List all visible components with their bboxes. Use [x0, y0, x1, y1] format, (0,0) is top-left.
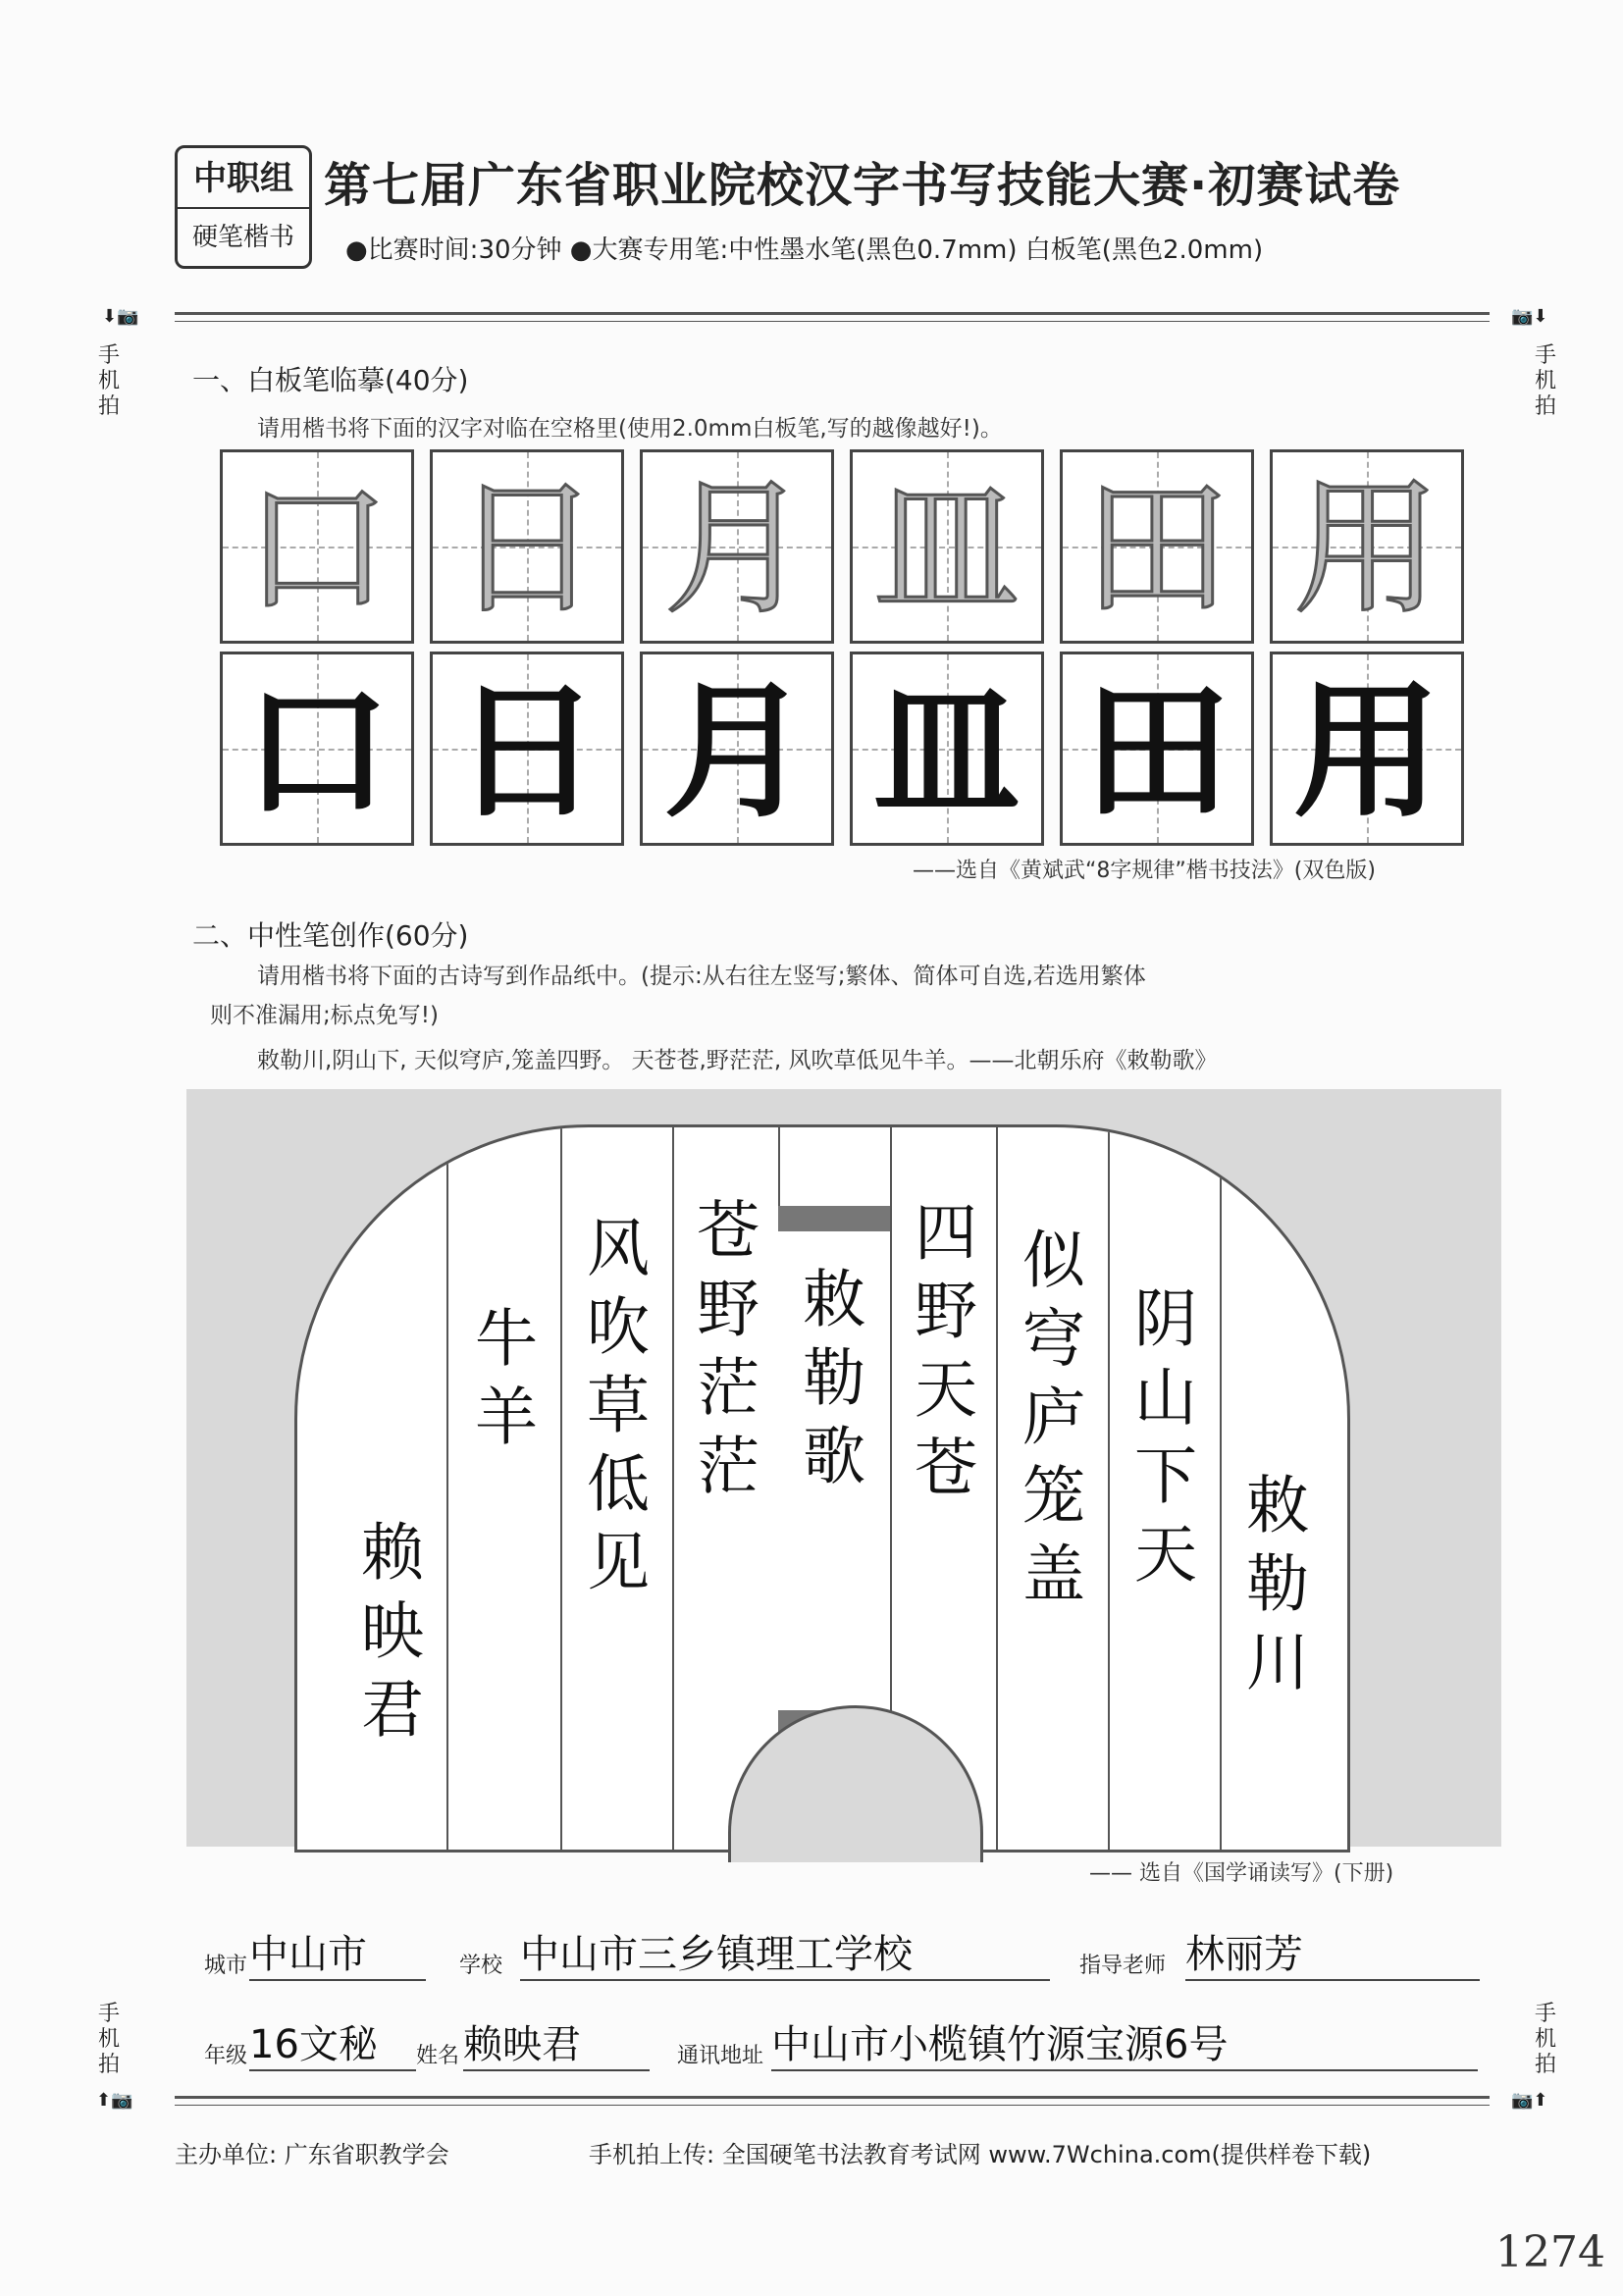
section2-citation: —— 选自《国学诵读写》(下册): [1089, 1861, 1394, 1886]
practice-char: 田: [1082, 665, 1230, 838]
grade-field[interactable]: 16文秘: [249, 2013, 416, 2071]
camera-icon: ⬆📷: [96, 2090, 133, 2111]
signature-column: 赖映君: [350, 1519, 423, 1754]
poem-column-3: 似穹庐笼盖: [1012, 1226, 1084, 1619]
group-badge: [175, 145, 312, 269]
camera-icon: 📷⬆: [1511, 2090, 1548, 2111]
side-label-right: 手机拍: [1534, 343, 1556, 419]
poem-column-4: 四野天苍: [904, 1199, 976, 1513]
name-field[interactable]: 赖映君: [463, 2013, 650, 2071]
practice-char: 日: [452, 665, 601, 838]
camera-icon: 📷⬇: [1511, 306, 1548, 327]
model-char: 田: [1082, 464, 1230, 635]
poem-column-2: 阴山下天: [1124, 1285, 1196, 1599]
column-divider: [1108, 1127, 1110, 1850]
practice-cell: [640, 652, 834, 846]
name-label: 姓名: [416, 2044, 460, 2068]
city-label: 城市: [204, 1954, 248, 1978]
poem-column-7: 牛羊: [464, 1305, 537, 1462]
side-label-right: 手机拍: [1534, 2002, 1556, 2077]
poem-title-column: 敕勒歌: [792, 1266, 864, 1501]
model-cell: [430, 449, 624, 644]
model-char: 口: [242, 464, 391, 635]
model-char: 皿: [872, 464, 1021, 635]
organizer-text: 主办单位: 广东省职教学会: [175, 2141, 449, 2168]
section2-heading: 二、中性笔创作(60分): [192, 919, 469, 952]
poem-column-1: 敕勒川: [1235, 1472, 1308, 1707]
page-number: 1274: [1495, 2227, 1605, 2277]
model-cell: [1060, 449, 1254, 644]
page-title: 第七届广东省职业院校汉字书写技能大赛·初赛试卷: [324, 158, 1401, 213]
practice-cell: [1270, 652, 1464, 846]
model-cell: [850, 449, 1044, 644]
side-label-left: 手机拍: [97, 2002, 120, 2077]
column-divider: [1220, 1127, 1222, 1850]
section1-instruction: 请用楷书将下面的汉字对临在空格里(使用2.0mm白板笔,写的越像越好!)。: [257, 416, 1003, 442]
bottom-divider: [175, 2096, 1490, 2106]
address-label: 通讯地址: [677, 2044, 764, 2068]
practice-cell: [220, 652, 414, 846]
column-divider: [996, 1127, 998, 1850]
practice-char: 月: [662, 665, 811, 838]
section1-heading: 一、白板笔临摹(40分): [192, 364, 469, 396]
practice-cell: [1060, 652, 1254, 846]
column-divider: [672, 1127, 674, 1850]
practice-cell: [850, 652, 1044, 846]
practice-cell: [430, 652, 624, 846]
upload-text: 手机拍上传: 全国硬笔书法教育考试网 www.7Wchina.com(提供样卷下载): [589, 2141, 1372, 2168]
city-field[interactable]: 中山市: [249, 1923, 426, 1981]
poem-column-5: 苍野茫茫: [686, 1197, 759, 1511]
school-field[interactable]: 中山市三乡镇理工学校: [520, 1923, 1050, 1981]
poem-text: 敕勒川,阴山下, 天似穹庐,笼盖四野。 天苍苍,野茫茫, 风吹草低见牛羊。——北朝乐府《敕勒歌》: [257, 1048, 1218, 1073]
teacher-field[interactable]: 林丽芳: [1185, 1923, 1480, 1981]
section2-instruction-line2: 则不准漏用;标点免写!): [210, 1003, 439, 1028]
poem-column-6: 风吹草低见: [576, 1215, 649, 1607]
column-divider: [446, 1127, 448, 1850]
exam-subtitle: ●比赛时间:30分钟 ●大赛专用笔:中性墨水笔(黑色0.7mm) 白板笔(黑色2.0mm): [345, 235, 1264, 265]
badge-group-label: 中职组: [178, 148, 309, 209]
practice-char: 口: [242, 665, 391, 838]
model-cell: [220, 449, 414, 644]
camera-icon: ⬇📷: [102, 306, 139, 327]
grade-label: 年级: [204, 2044, 248, 2068]
address-field[interactable]: 中山市小榄镇竹源宝源6号: [771, 2013, 1478, 2071]
top-divider: [175, 312, 1490, 322]
model-cell: [640, 449, 834, 644]
teacher-label: 指导老师: [1079, 1954, 1167, 1978]
practice-char: 用: [1292, 665, 1440, 838]
section2-instruction-line1: 请用楷书将下面的古诗写到作品纸中。(提示:从右往左竖写;繁体、简体可自选,若选用繁体: [257, 964, 1146, 989]
side-label-left: 手机拍: [97, 343, 120, 419]
model-char: 日: [452, 464, 601, 635]
model-cell: [1270, 449, 1464, 644]
model-char: 用: [1292, 464, 1440, 635]
section1-citation: ——选自《黄斌武“8字规律”楷书技法》(双色版): [913, 859, 1376, 883]
model-char: 月: [662, 464, 811, 635]
column-divider: [560, 1127, 562, 1850]
school-label: 学校: [459, 1954, 503, 1978]
practice-char: 皿: [872, 665, 1021, 838]
badge-category-label: 硬笔楷书: [191, 223, 294, 252]
